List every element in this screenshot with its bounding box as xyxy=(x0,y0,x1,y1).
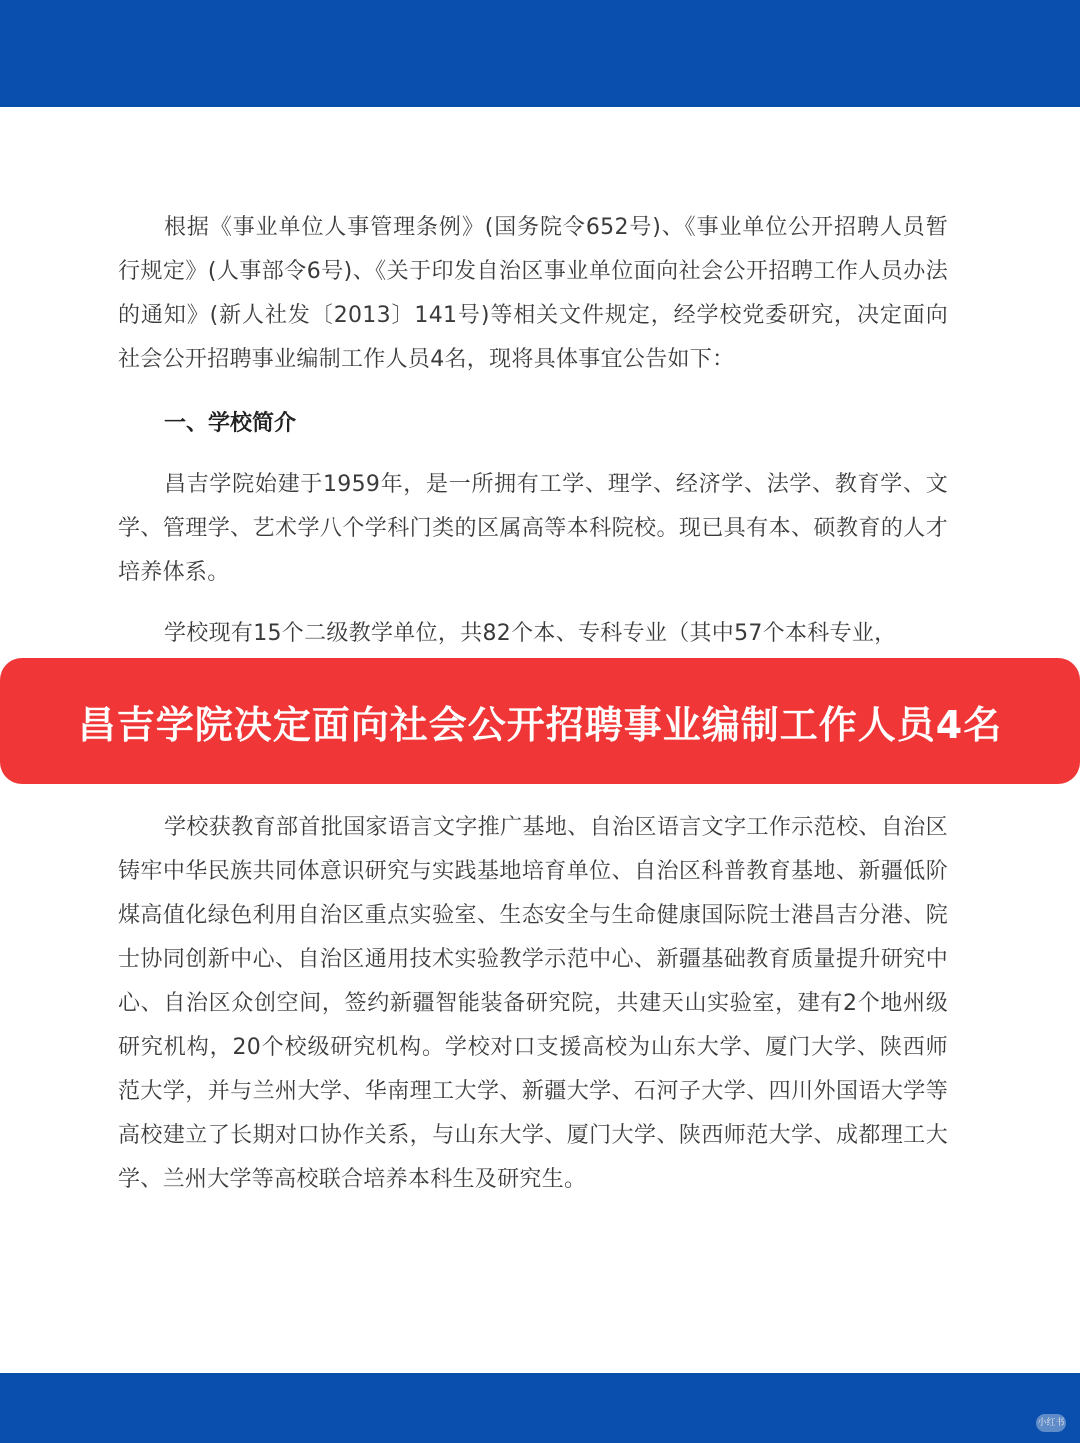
footer-bar xyxy=(0,1373,1080,1443)
honors-paragraph: 学校获教育部首批国家语言文字推广基地、自治区语言文字工作示范校、自治区铸牢中华民族共同体意识研究与实践基地培育单位、自治区科普教育基地、新疆低阶煤高值化绿色利用自治区重点实验室、生态安全与生命健康国际院士港昌吉分港、院士协同创新中心、自治区通用技术实验教学示范中心、新疆基础教育质量提升研究中心、自治区众创空间，签约新疆智能装备研究院，共建天山实验室，建有2个地州级研究机构，20个校级研究机构。学校对口支援高校为山东大学、厦门大学、陕西师范大学，并与兰州大学、华南理工大学、新疆大学、石河子大学、四川外国语大学等高校建立了长期对口协作关系，与山东大学、厦门大学、陕西师范大学、成都理工大学、兰州大学等高校联合培养本科生及研究生。 xyxy=(118,815,948,1192)
header-bar xyxy=(0,0,1080,107)
section-heading-school-intro: 一、学校简介 xyxy=(164,411,297,436)
units-paragraph: 学校现有15个二级教学单位，共82个本、专科专业（其中57个本科专业， xyxy=(164,621,897,646)
watermark-logo: 小红书 xyxy=(1036,1414,1066,1432)
intro-paragraph: 根据《事业单位人事管理条例》(国务院令652号)、《事业单位公开招聘人员暂行规定》(人事部令6号)、《关于印发自治区事业单位面向社会公开招聘工作人员办法的通知》(新人社发〔2013〕141号)等相关文件规定，经学校党委研究，决定面向社会公开招聘事业编制工作人员4名，现将具体事宜公告如下： xyxy=(118,215,948,372)
title-banner xyxy=(0,658,1080,784)
school-intro-paragraph: 昌吉学院始建于1959年，是一所拥有工学、理学、经济学、法学、教育学、文学、管理学、艺术学八个学科门类的区属高等本科院校。现已具有本、硕教育的人才培养体系。 xyxy=(118,472,948,585)
banner-title: 昌吉学院决定面向社会公开招聘事业编制工作人员4名 xyxy=(77,702,1003,747)
